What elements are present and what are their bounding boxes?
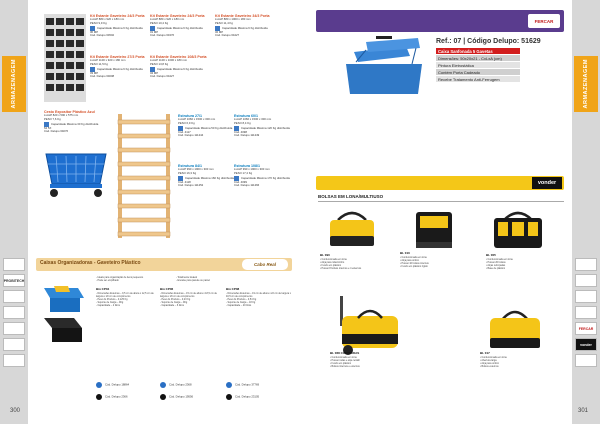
toolbox-ref: Ref.: 07 | Código Delupo: 51629 — [436, 38, 541, 45]
bin-cp04: Bin CP04 - Dimensões Externas – 9,5 cm de altura x 12,5 cm de largura x 20 cm de comprimento - Peso do Produto – 0,125 Kg - Suporte de Carga – 9Kg - Capacidade – 2 litros — [96, 287, 154, 307]
bin-cp06-codes: Cód. Delupo 2368 Cód. Delupo 19556 — [160, 382, 224, 400]
organizers-title: Caixas Organizadoras - Gaveteiro Plástico — [40, 260, 141, 266]
bin-cp08: Bin CP08 - Dimensões Externas – 19 cm de altura x 22 cm de largura x 40,5 cm de comprimento - Peso do Produto – 0,54 Kg - Suporte de Carga – 18 Kg - Capacidade – 20 litros — [226, 287, 291, 307]
bag-bl017-image — [484, 304, 546, 352]
bag-bl005-text: BL 005 • Confeccionada em lona • Possui 20 bolsos • Alças reforçadas • Base de plástico — [486, 253, 513, 270]
bag-bl090-text: BL 090 • Confeccionada em lona • Alça para mão/ombro • Fundo em plástico • Possui 8 bolsos internos e 4 externos — [320, 253, 362, 270]
bag-bl090-image — [324, 206, 380, 252]
organizers-brand-logo: Cabo Real — [242, 259, 288, 270]
bag-bl010-text: BL 010 • Confeccionada em lona • Alça para ombro • Possui 10 bolsos internos • Fundo em plástico rígido — [400, 251, 429, 268]
right-side-logo-4[interactable] — [575, 306, 597, 319]
right-side-logo-3[interactable] — [575, 290, 597, 303]
right-page-number: 301 — [578, 408, 589, 414]
left-side-tab[interactable] — [2, 56, 26, 112]
side-logo-4[interactable] — [3, 306, 25, 319]
color-dot-blue — [160, 382, 166, 388]
right-side-logo-7[interactable] — [575, 354, 597, 367]
wood-shelf-image — [116, 114, 172, 238]
left-page-number: 300 — [10, 408, 21, 414]
wood-block-4: Estrutura 108/1 LxAxP 990 x 1900 x 300 mm PESO 17,4 Kg Capacidade Máxima 170 Kg distribuída Cód. 4099 Cód. Delupo 111266 — [234, 164, 290, 188]
color-dot-black — [160, 394, 166, 400]
side-logo-6[interactable] — [3, 338, 25, 351]
wood-block-1: Estrutura 27/1 LxAxP 1060 x 1500 x 300 mm PESO 6,9 Kg Capacidade Máxima 50 Kg distribuída Cód. 4117 Cód. Delupo 111244 — [178, 114, 233, 138]
wood-block-3: Estrutura 84/1 LxAxP 990 x 1900 x 300 mm PESO 16,3 Kg Capacidade Máxima 160 Kg distribuída Cód. 4118 Cód. Delupo 111252 — [178, 164, 234, 188]
vonder-band — [316, 176, 564, 190]
toolbox-band — [316, 10, 564, 32]
color-dot-black — [96, 394, 102, 400]
rack-image — [44, 14, 86, 102]
color-dot-blue — [226, 382, 232, 388]
bags-header: BOLSAS EM LONA/MULTIUSO — [318, 194, 564, 202]
bin-cp04-codes: Cód. Delupo 18864 Cód. Delupo 2366 — [96, 382, 160, 400]
wood-block-2: Estrutura 60/1 LxAxP 1060 x 1500 x 300 mm PESO 8,4 Kg Capacidade Máxima 120 Kg distribuída Cód. 4098 Cód. Delupo 111249 — [234, 114, 290, 138]
fercar-logo: FERCAR — [528, 14, 560, 28]
left-side-label: ARMAZENAGEM — [11, 59, 17, 109]
right-side-logo-1[interactable] — [575, 258, 597, 271]
trolley-image — [40, 148, 114, 200]
color-dot-black — [226, 394, 232, 400]
bag-bl017-text: BL 017 • Confeccionada em lona • Abertura larga • Alça para ombro • Bolsos externos — [480, 351, 507, 368]
right-side-label: ARMAZENAGEM — [583, 59, 589, 109]
rack-block-4: Kit Estante Gaveteiro 27/3 Porta LxAxP 1100 x 920 x 180 mm PESO 11,5 Kg Capacidade Máxima 6 Kg distribuída 33 MP Cód. Delupo 64608 — [90, 55, 145, 79]
side-logo-3[interactable] — [3, 290, 25, 303]
bag-bl005-image — [488, 206, 548, 252]
organizers-bullets-b: - Totalmente lavável - Encaixe para parede ou painel — [176, 276, 210, 282]
bins-image — [40, 284, 88, 346]
right-side-logo-2[interactable] — [575, 274, 597, 287]
bag-bl010-image — [406, 206, 462, 252]
toolbox-specs: Caixa Sanfonada 5 Gavetas Dimensões: 50x20x21 - CxLxA (cm) Pintura Eletrostática Contém Porta Cadeado Recebe Tratamento Anti-Ferrugem — [436, 48, 520, 82]
bag-bl068-image — [334, 296, 406, 356]
organizers-bullets-a: - Ideais para organização de itens pequenos - Pode ser empilhado — [96, 276, 144, 282]
toolbox-image — [336, 34, 432, 98]
color-dot-blue — [96, 382, 102, 388]
right-side-logo-fercar[interactable]: FERCAR — [575, 322, 597, 335]
vonder-logo: vonder — [532, 177, 562, 189]
side-logo-5[interactable] — [3, 322, 25, 335]
bin-cp06: Bin CP06 - Dimensões Externas – 15 cm de altura x 18,5 cm de largura x 29 cm de comprimento - Peso do Produto – 0,23 Kg - Suporte de Carga – 9Kg - Capacidade – 6 litros — [160, 287, 218, 307]
right-page — [300, 0, 600, 424]
bin-cp08-codes: Cód. Delupo 37769 Cód. Delupo 23105 — [226, 382, 292, 400]
right-side-logo-vonder[interactable]: vonder — [575, 338, 597, 351]
right-side-tab[interactable] — [574, 56, 598, 112]
side-logo-2[interactable]: PROBITECH — [3, 274, 25, 287]
rack-block-1: Kit Estante Gaveteiro 24/3 Porta LxAxP 880 x 920 x 180 mm PESO 9,9 Kg Capacidade Máxima 6 Kg distribuída 30 MP Cód. Delupo 64502 — [90, 14, 145, 38]
rack-block-2: Kit Estante Gaveteiro 24/3 Porta LxAxP 880 x 920 x 180 mm PESO 10,4 Kg Capacidade Máxima 6 Kg distribuída 31 MP Cód. Delupo 64376 — [150, 14, 205, 38]
side-logo-7[interactable] — [3, 354, 25, 367]
side-logo-1[interactable] — [3, 258, 25, 271]
rack-block-5: Kit Estante Gaveteiro 108/3 Porta LxAxP 1100 x 1000 x 180 mm PESO 13,8 Kg Capacidade Máxima 6 Kg distribuída 34 MP Cód. Delupo 64427 — [150, 55, 207, 79]
rack-block-3: Kit Estante Gaveteiro 34/3 Porta LxAxP 880 x 1000 x 180 mm PESO 11,4 Kg Capacidade Máxima 6 Kg distribuída 32 MP Cód. Delupo 64427 — [215, 14, 270, 38]
trolley-block: Cesto Expositor Plástico Azul LxAxP 820 x 590 x 575 mm PESO 7,6 Kg Capacidade Máxima 30 Kg distribuída 64 5X Cód. Delupo 64076 — [44, 110, 99, 134]
bag-bl068-text: BL 068 COM RODAS • Confeccionada em lona • Possui rodas e alça retrátil • Fundo em plástico • Bolsos internos e externos — [330, 351, 360, 368]
